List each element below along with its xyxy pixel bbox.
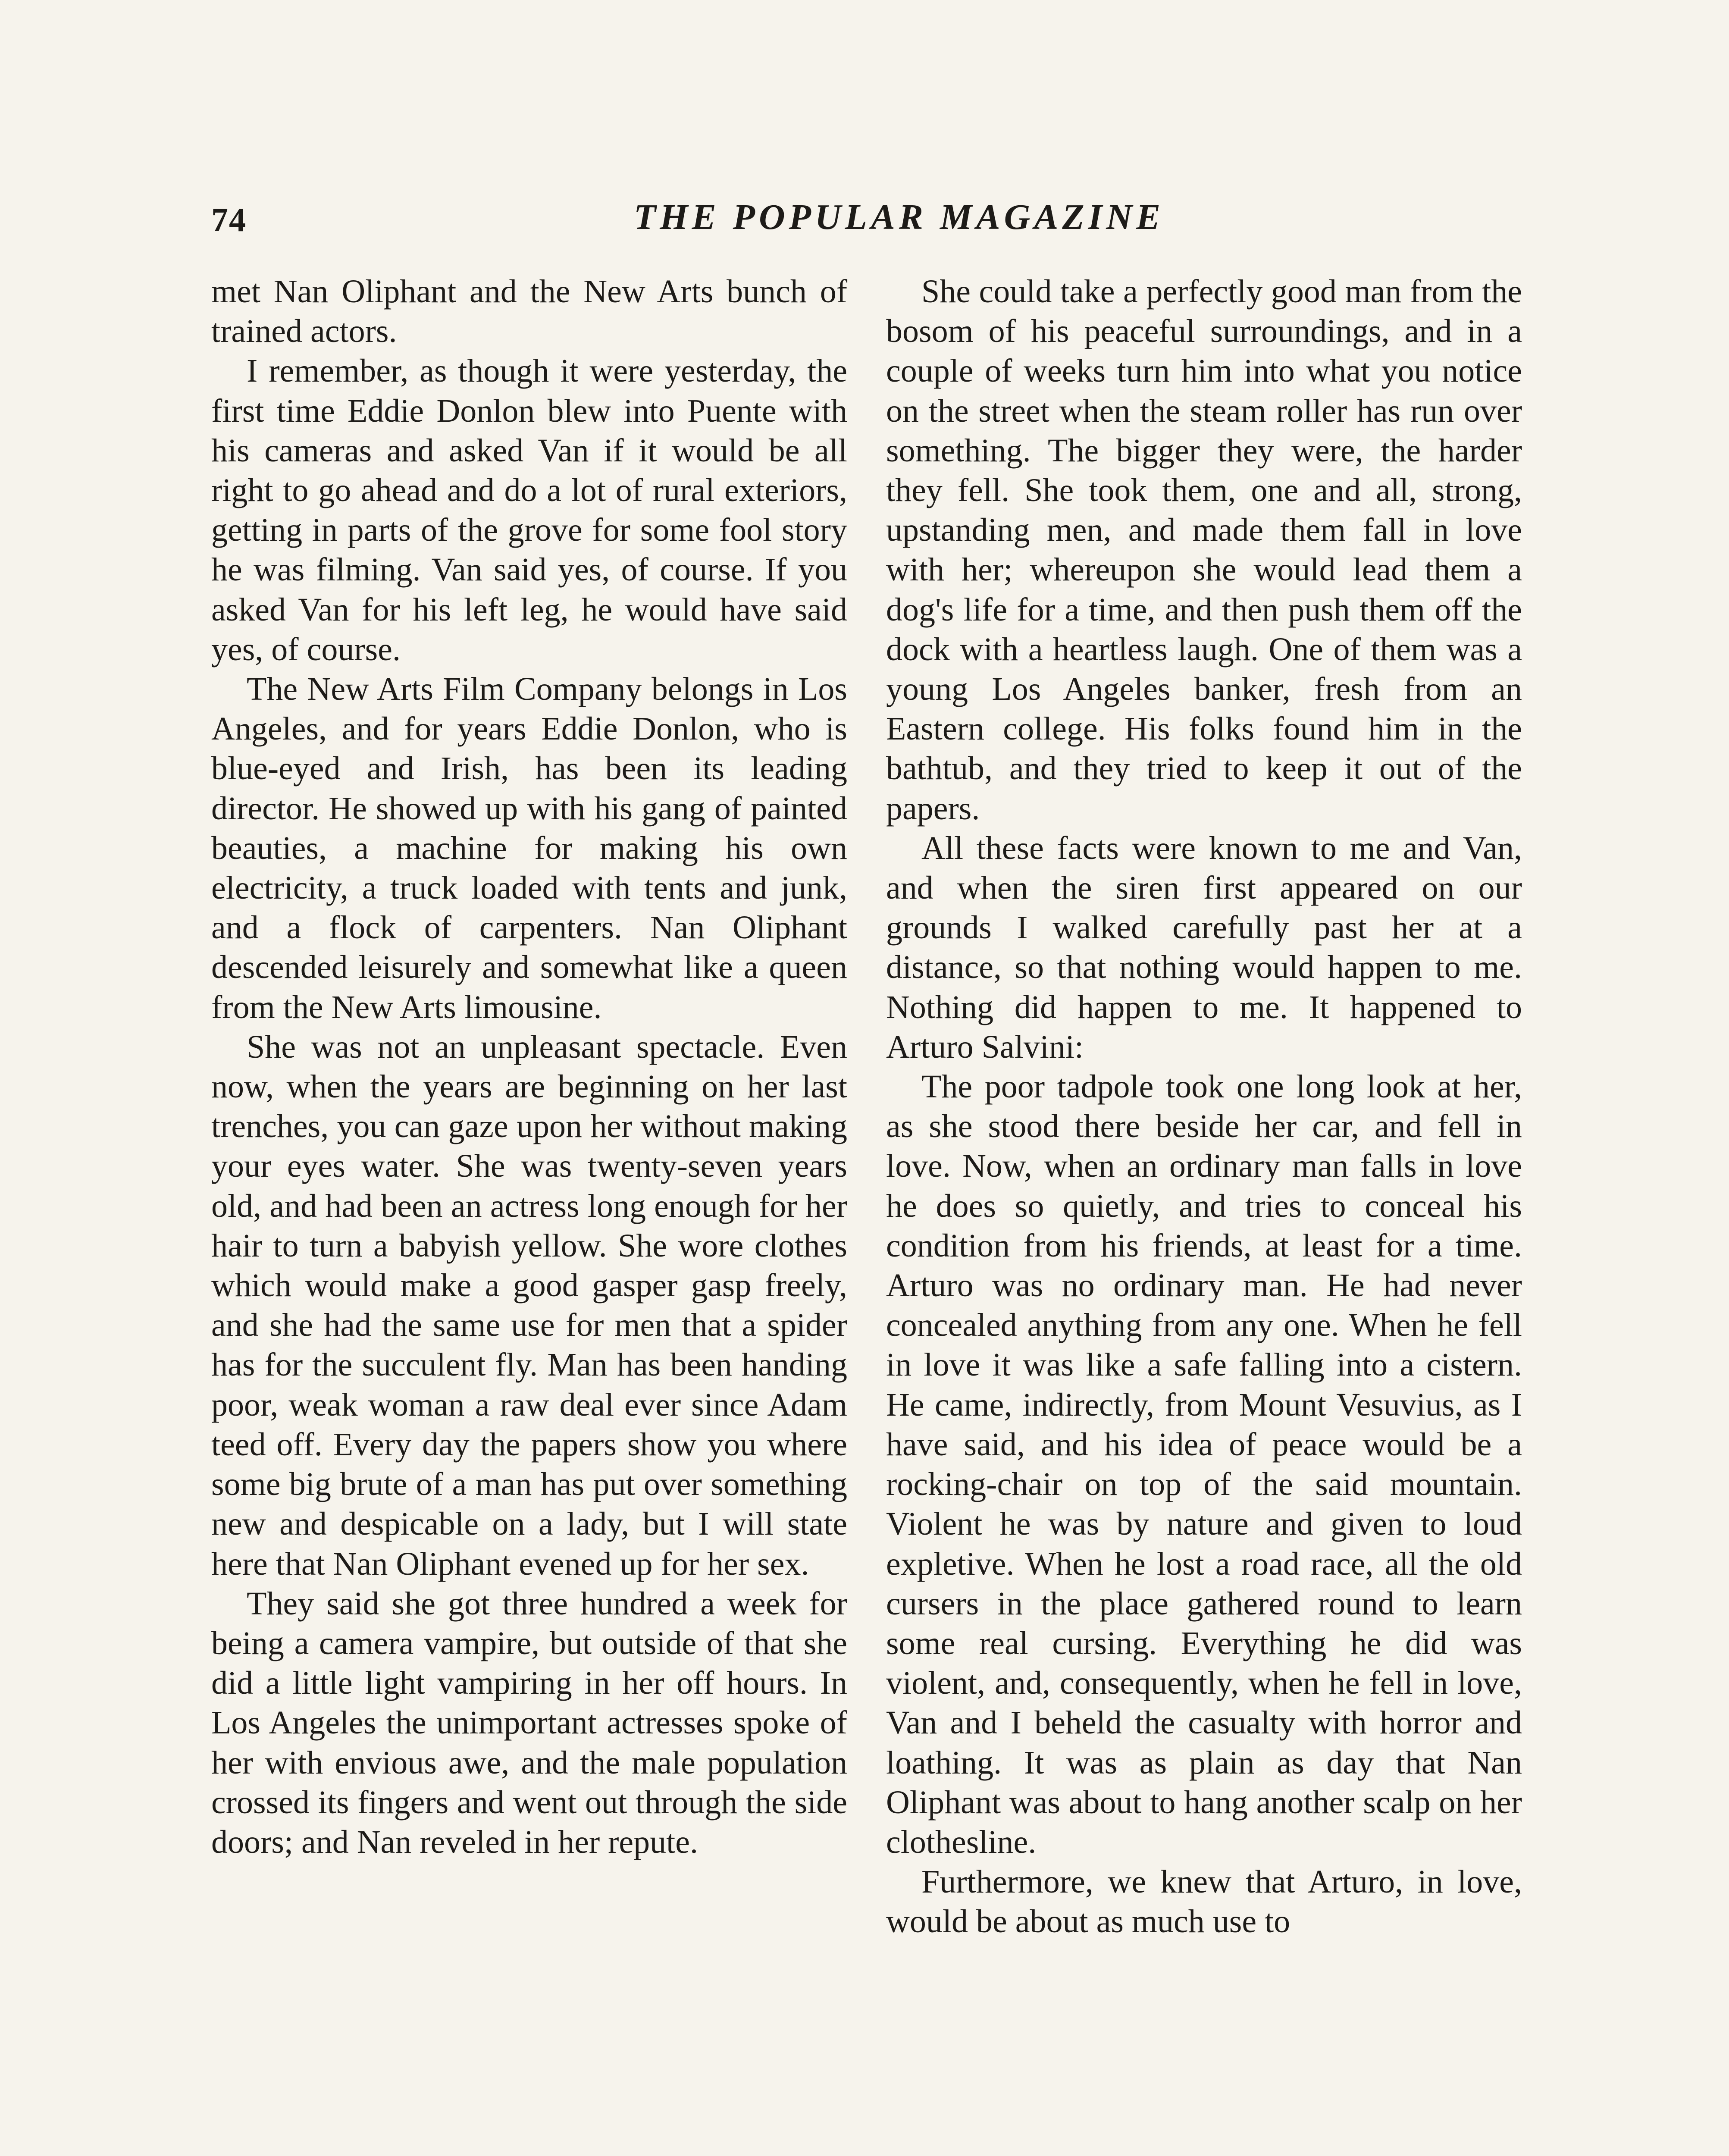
right-column [886, 272, 1522, 2156]
left-column [211, 272, 847, 2156]
page-header [211, 196, 1526, 248]
paragraph: met Nan Oliphant and the New Arts bunch of trained actors. [211, 273, 847, 350]
page-number: 74 [211, 201, 247, 238]
running-title: THE POPULAR MAGAZINE [633, 197, 1165, 237]
paragraph: They said she got three hundred a week for being a camera vampire, but outside of that she did a little light vampiring in her off hours. In Los Angeles the unimportant actresses spoke of her with envious awe, and the male population crossed its fingers and went out through the side doors; and Nan reveled in her repute. [211, 1585, 847, 1860]
paragraph: The poor tadpole took one long look at her, as she stood there beside her car, and fell in love. Now, when an ordinary man falls in love he does so quietly, and tries to conceal his condition from his friends, at least for a time. Arturo was no ordinary man. He had never concealed anything from any one. When he fell in love it was like a safe falling into a cistern. He came, indirectly, from Mount Vesuvius, as I have said, and his idea of peace would be a rocking-chair on top of the said mountain. Violent he was by nature and given to loud expletive. When he lost a road race, all the old cursers in the place gathered round to learn some real cursing. Everything he did was violent, and, consequently, when he fell in love, Van and I beheld the casualty with horror and loathing. It was as plain as day that Nan Oliphant was about to hang another scalp on her clothesline. [886, 1069, 1522, 1860]
paragraph: The New Arts Film Company belongs in Los Angeles, and for years Eddie Donlon, who is blue-eyed and Irish, has been its leading director. He showed up with his gang of painted beauties, a machine for making his own electricity, a truck loaded with tents and junk, and a flock of carpenters. Nan Oliphant descended leisurely and somewhat like a queen from the New Arts limousine. [211, 671, 847, 1025]
paragraph: She was not an unpleasant spectacle. Even now, when the years are beginning on her last trenches, you can gaze upon her without making your eyes water. She was twenty-seven years old, and had been an actress long enough for her hair to turn a babyish yellow. She wore clothes which would make a good gasper gasp freely, and she had the same use for men that a spider has for the succulent fly. Man has been handing poor, weak woman a raw deal ever since Adam teed off. Every day the papers show you where some big brute of a man has put over something new and despicable on a lady, but I will state here that Nan Oliphant evened up for her sex. [211, 1028, 847, 1582]
paragraph: She could take a perfectly good man from the bosom of his peaceful surroundings, and in a couple of weeks turn him into what you notice on the street when the steam roller has run over something. The bigger they were, the harder they fell. She took them, one and all, strong, upstanding men, and made them fall in love with her; whereupon she would lead them a dog's life for a time, and then push them off the dock with a heartless laugh. One of them was a young Los Angeles banker, fresh from an Eastern college. His folks found him in the bathtub, and they tried to keep it out of the papers. [886, 273, 1522, 827]
paragraph: All these facts were known to me and Van, and when the siren first appeared on our grounds I walked carefully past her at a distance, so that nothing would happen to me. Nothing did happen to me. It happened to Arturo Salvini: [886, 830, 1522, 1065]
paragraph: Furthermore, we knew that Arturo, in love, would be about as much use to [886, 1864, 1522, 1940]
paragraph: I remember, as though it were yesterday, the first time Eddie Donlon blew into Puente with his cameras and asked Van if it would be all right to go ahead and do a lot of rural exteriors, getting in parts of the grove for some fool story he was filming. Van said yes, of course. If you asked Van for his left leg, he would have said yes, of course. [211, 353, 847, 667]
